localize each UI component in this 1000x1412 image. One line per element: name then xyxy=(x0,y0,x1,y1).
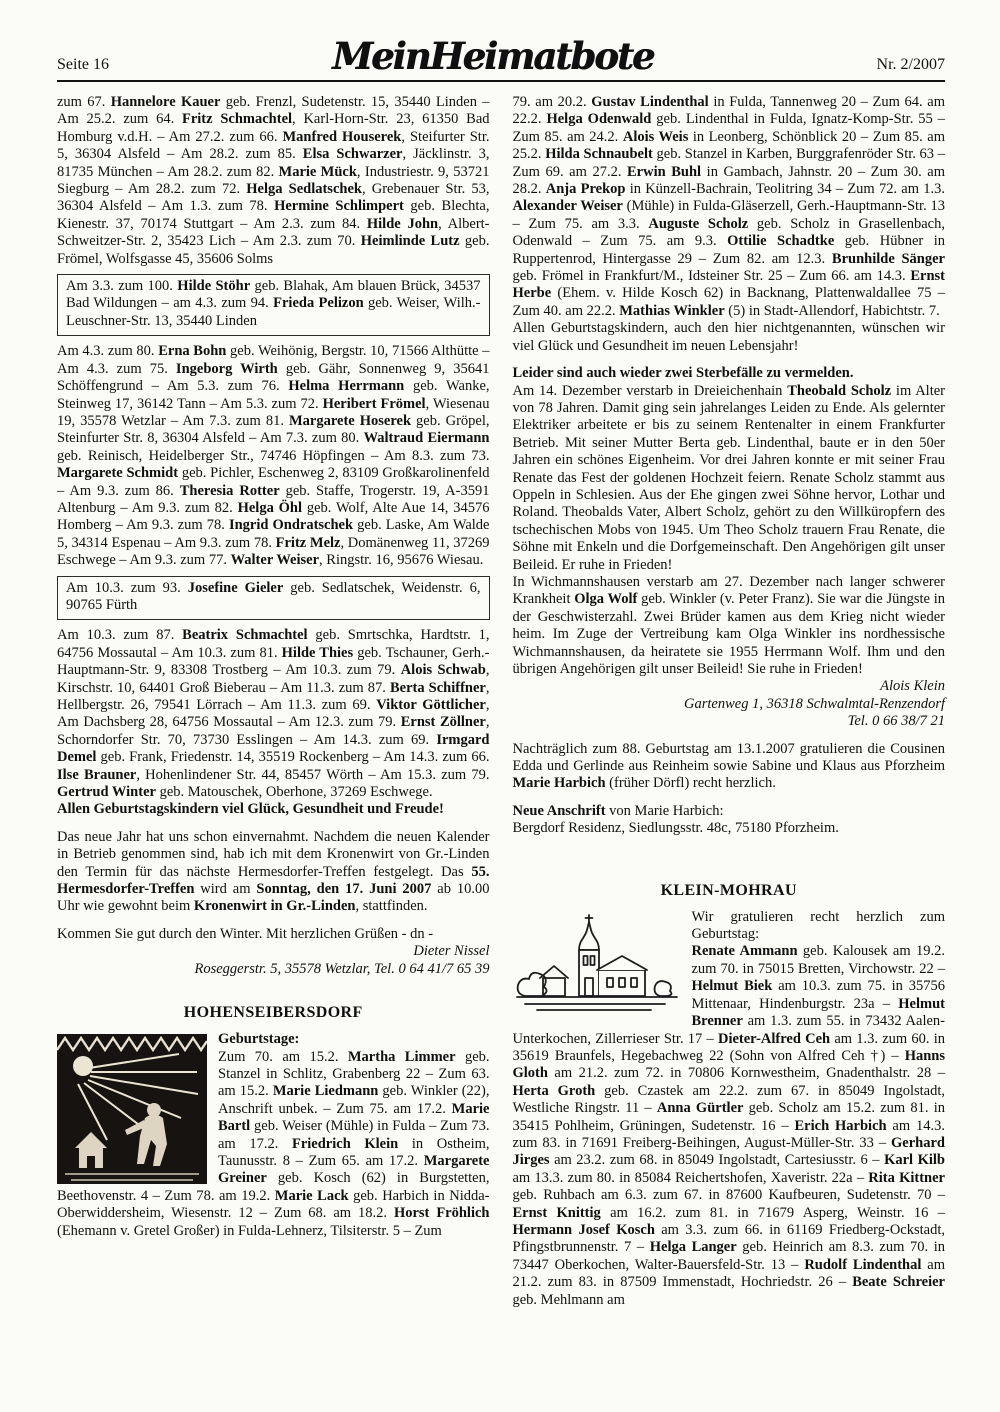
klein-mohrau-birthday-list: Renate Ammann geb. Kalousek am 19.2. zum 70. in 75015 Bretten, Virchowstr. 22 – Helmut Biek am 10.3. zum 75. in 35756 Mittenaar, Hindenburgstr. 23a – Helmut Brenner am 1.3. zum 55. in 73432 Aalen-Unterkochen, Zillerrieser Str. 17 – Dieter-Alfred Ceh am 1.3. zum 60. in 35619 Braunfels, Hegebachweg 22 (Sohn von Alfred Ceh †) – Hanns Gloth am 21.2. zum 72. in 70806 Kornwestheim, Gnadenthalstr. 28 – Herta Groth geb. Czastek am 22.2. zum 67. in 85049 Ingolstadt, Westliche Ringstr. 11 – Anna Gürtler geb. Scholz am 15.2. zum 81. in 35415 Pohlheim, Grüningen, Sudetenstr. 16 – Erich Harbich am 14.3. zum 83. in 71691 Freiberg-Beihingen, August-Müller-Str. 33 – Gerhard Jirges am 23.2. zum 68. in 85049 Ingolstadt, Cartesiusstr. 6 – Karl Kilb am 13.3. zum 80. in 85084 Reichertshofen, Xaveristr. 22a – Rita Kittner geb. Ruhbach am 6.3. zum 67. in 87600 Kaufbeuren, Sudetenstr. 70 – Ernst Knittig am 16.2. zum 81. in 71679 Asperg, Weinstr. 16 – Hermann Josef Kosch am 3.3. zum 66. in 61169 Friedberg-Ockstadt, Pfingstbrunnenstr. 7 – Helga Langer geb. Heinrich am 8.3. zum 70. in 73447 Oberkochen, Walter-Bauersfeld-Str. 13 – Rudolf Lindenthal am 21.2. zum 83. in 87509 Immenstadt, Hochriedstr. 26 – Beate Schreier geb. Mehlmann am xyxy=(512,943,946,1308)
birthday-list-mid-march: Am 10.3. zum 87. Beatrix Schmachtel geb. Smrtschka, Hardtstr. 1, 64756 Mossautal – Am 10.3. zum 81. Hilde Thies geb. Tschauner, Gerh.-Hauptmann-Str. 9, 83308 Trostberg – Am 10.3. zum 79. Alois Schwab, Kirschstr. 10, 64401 Groß Bieberau – Am 11.3. zum 87. Berta Schiffner, Hellbergstr. 26, 79541 Lörrach – Am 11.3. zum 69. Viktor Göttlicher, Am Dachsberg 28, 64756 Mossautal – Am 12.3. zum 79. Ernst Zöllner, Schorndorfer Str. 70, 73730 Esslingen – Am 14.3. zum 69. Irmgard Demel geb. Frank, Friedenstr. 14, 35519 Rockenberg – Am 14.3. zum 66. Ilse Brauner, Hohenlindener Str. 44, 85457 Wörth – Am 15.3. zum 79. Gertrud Winter geb. Matouschek, Oberhone, 37269 Eschwege. xyxy=(57,627,490,801)
belated-congratulation: Nachträglich zum 88. Geburtstag am 13.1.2007 gratulieren die Cousinen Edda und Gerlinde aus Reinheim sowie Sabine und Klaus aus Pforzheim Marie Harbich (früher Dörfl) recht herzlich. xyxy=(512,740,945,792)
jubilee-box-josefine-gieler xyxy=(57,576,490,621)
left-column xyxy=(57,94,490,1309)
masthead-logo: MeinHeimatbote xyxy=(332,34,654,78)
signature-address-nissel: Roseggerstr. 5, 35578 Wetzlar, Tel. 0 64 41/7 65 39 xyxy=(194,960,490,977)
signature-phone-klein: Tel. 0 66 38/7 21 xyxy=(847,713,945,730)
section-heading-klein-mohrau: KLEIN-MOHRAU xyxy=(660,881,797,899)
right-column xyxy=(513,94,946,1309)
page-number: Seite 16 xyxy=(57,56,109,73)
birthday-list-continued-right: 79. am 20.2. Gustav Lindenthal in Fulda, Tannenweg 20 – Zum 64. am 22.2. Helga Odenwald geb. Lindenthal in Fulda, Ignatz-Komp-Str. 55 – Zum 85. am 24.2. Alois Weis in Leonberg, Schönblick 20 – Zum 85. am 25.2. Hilda Schnaubelt geb. Stanzel in Karben, Burggrafenröder Str. 63 – Zum 69. am 27.2. Erwin Buhl in Gambach, Jahnstr. 20 – Zum 30. am 28.2. Anja Prekop in Künzell-Bachrain, Teolitring 34 – Zum 72. am 1.3. Alexander Weiser (Mühle) in Fulda-Gläserzell, Gerh.-Hauptmann-Str. 13 – Zum 75. am 3.3. Auguste Scholz geb. Scholz in Grasellenbach, Odenwald – Zum 75. am 9.3. Ottilie Schadtke geb. Hübner in Ruppertenrod, Hintergasse 29 – Zum 82. am 12.3. Brunhilde Sänger geb. Frömel in Frankfurt/M., Idsteiner Str. 25 – Zum 66. am 14.3. Ernst Herbe (Ehem. v. Hilde Kosch 62) in Backnang, Plattenwaldallee 75 – Zum 40. am 22.2. Mathias Winkler (5) in Stadt-Allendorf, Habichtstr. 7. xyxy=(512,94,946,319)
hohenseibersdorf-woodcut-image xyxy=(57,1034,207,1184)
new-address-label: Neue Anschrift von Marie Harbich: xyxy=(512,802,724,819)
winter-greeting: Kommen Sie gut durch den Winter. Mit herzlichen Grüßen - dn - xyxy=(57,925,434,942)
new-address-value: Bergdorf Residenz, Siedlungsstr. 48c, 75180 Pforzheim. xyxy=(512,820,839,837)
section-heading-hohenseibersdorf: HOHENSEIBERSDORF xyxy=(183,1004,363,1022)
article-columns xyxy=(57,94,945,1309)
birthday-greeting-line: Allen Geburtstagskindern viel Glück, Gesundheit und Freude! xyxy=(57,801,444,818)
klein-mohrau-birthdays xyxy=(513,909,946,1309)
klein-mohrau-church-image xyxy=(513,912,681,1018)
treffen-announcement: Das neue Jahr hat uns schon einvernahmt. Nachdem die neuen Kalender in Betrieb genommen sind, hab ich mit dem Kronenwirt von Gr.-Linden den Termin für das nächste Hermesdorfer-Treffen festgelegt. Das 55. Hermesdorfer-Treffen wird am Sonntag, den 17. Juni 2007 ab 10.00 Uhr wie gewohnt beim Kronenwirt in Gr.-Linden, stattfinden. xyxy=(57,828,490,915)
boxed-paragraph: Am 3.3. zum 100. Hilde Stöhr geb. Blahak, Am blauen Brück, 34537 Bad Wildungen – am 4.3. zum 94. Frieda Pelizon geb. Weiser, Wilh.-Leuschner-Str. 13, 35440 Linden xyxy=(66,278,481,329)
page-header xyxy=(57,0,945,82)
signature-name-nissel: Dieter Nissel xyxy=(413,943,490,960)
hohenseibersdorf-birthday-list: Zum 70. am 15.2. Martha Limmer geb. Stanzel in Schlitz, Grabenberg 22 – Zum 63. am 15.2. Marie Liedmann geb. Winkler (22), Anschrift unbek. – Zum 75. am 17.2. Marie Bartl geb. Weiser (Mühle) in Fulda – Zum 73. am 17.2. Friedrich Klein in Ostheim, Taunusstr. 8 – Zum 65. am 17.2. Margarete Greiner geb. Kosch (62) in Burgstetten, Beethovenstr. 4 – Zum 78. am 19.2. Marie Lack geb. Harbich in Nidda-Oberwiddersheim, Wiesenstr. 12 – Zum 68. am 18.2. Horst Fröhlich (Ehemann v. Gretel Großer) in Fulda-Lehnerz, Tilsiterstr. 5 – Zum xyxy=(57,1048,490,1239)
geburtstage-label: Geburtstage: xyxy=(218,1031,300,1048)
boxed-paragraph: Am 10.3. zum 93. Josefine Gieler geb. Sedlatschek, Weidenstr. 6, 90765 Fürth xyxy=(66,579,481,613)
klein-mohrau-intro: Wir gratulieren recht herzlich zum Geburtstag: xyxy=(691,908,945,943)
obituary-theobald-scholz: Am 14. Dezember verstarb in Dreieichenhain Theobald Scholz im Alter von 78 Jahren. Damit ging sein jahrelanges Leiden zu Ende. Als gelernter Elektriker arbeitete er bis zu seinem Rentenalter in einem Frankfurter Betrieb. Mit seiner Mutter Berta geb. Lindenthal, baute er in den 50er Jahren ein schönes Eigenheim. Vor drei Jahren konnte er mit seiner Frau Renate das Fest der goldenen Hochzeit feiern. Renate Scholz stammt aus Oppeln in Schlesien. Aus der Ehe gingen zwei Söhne hervor, Lothar und Roland. Theobalds Vater, Albert Scholz, gehört zu den Willküropfern des tschechischen Mobs von 1945. Um Theo Scholz trauern Frau Renate, die Söhne mit Enkeln und die Dorfgemeinschaft. Den Angehörigen gilt unser Beileid. Er ruhe in Frieden! xyxy=(512,382,945,573)
hohenseibersdorf-birthdays xyxy=(57,1031,490,1240)
birthday-list-continued: zum 67. Hannelore Kauer geb. Frenzl, Sudetenstr. 15, 35440 Linden – Am 25.2. zum 64. Fritz Schmachtel, Karl-Horn-Str. 23, 61350 Bad Homburg v.d.H. – Am 27.2. zum 66. Manfred Houserek, Steifurter Str. 5, 36304 Alsfeld – Am 28.2. zum 85. Elsa Schwarzer, Jäcklinstr. 3, 81735 München – Am 28.2. zum 82. Marie Mück, Industriestr. 9, 53721 Siegburg – Am 28.2. zum 72. Helga Sedlatschek, Grebenauer Str. 53, 36304 Alsfeld – Am 1.3. zum 78. Hermine Schlimpert geb. Blechta, Kienestr. 37, 70174 Stuttgart – Am 2.3. zum 84. Hilde John, Albert-Schweitzer-Str. 2, 35423 Lich – Am 2.3. zum 70. Heimlinde Lutz geb. Frömel, Wolfsgasse 45, 35606 Solms xyxy=(57,94,490,267)
signature-name-klein: Alois Klein xyxy=(880,678,945,695)
obituary-olga-wolf: In Wichmannshausen verstarb am 27. Dezember nach langer schwerer Krankheit Olga Wolf geb. Winkler (v. Peter Franz). Sie war die Jüngste in der Geschwisterzahl. Zwei Brüder kamen aus dem Krieg nicht wieder heim. Im Zuge der Vertreibung kam Olga Winkler ins nordhessische Wichmannshausen, da heiratete sie 1955 Herrmann Wolf. Ihm und den übrigen Angehörigen gilt unser Beileid! Sie ruhe in Frieden! xyxy=(512,573,945,677)
issue-number: Nr. 2/2007 xyxy=(876,56,945,73)
birthday-list-march: Am 4.3. zum 80. Erna Bohn geb. Weihönig, Bergstr. 10, 71566 Althütte – Am 4.3. zum 75. Ingeborg Wirth geb. Gähr, Sonnenweg 9, 35641 Schöffengrund – Am 5.3. zum 76. Helma Herrmann geb. Wanke, Steinweg 17, 36142 Tann – Am 5.3. zum 72. Heribert Frömel, Wiesenau 19, 35578 Wetzlar – Am 7.3. zum 81. Margarete Hoserek geb. Gröpel, Steinfurter Str. 8, 36304 Alsfeld – Am 7.3. zum 80. Waltraud Eiermann geb. Reinisch, Heidelberger Str., 74746 Höpfingen – Am 8.3. zum 73. Margarete Schmidt geb. Pichler, Eschenweg 2, 83109 Großkarolinenfeld – Am 9.3. zum 86. Theresia Rotter geb. Staffe, Trogerstr. 19, A-3591 Altenburg – Am 9.3. zum 82. Helga Öhl geb. Wolf, Alte Aue 14, 34576 Homberg – Am 9.3. zum 78. Ingrid Ondratschek geb. Laske, Am Walde 5, 34314 Espenau – Am 9.3. zum 78. Fritz Melz, Domänenweg 11, 37269 Eschwege – Am 9.3. zum 77. Walter Weiser, Ringstr. 16, 95676 Wiesau. xyxy=(57,343,490,569)
jubilee-box-hilde-stoehr xyxy=(57,274,490,336)
signature-address-klein: Gartenweg 1, 36318 Schwalmtal-Renzendorf xyxy=(684,695,945,712)
obituary-intro: Leider sind auch wieder zwei Sterbefälle zu vermelden. xyxy=(512,365,854,382)
birthday-wishes: Allen Geburtstagskindern, auch den hier nichtgenannten, wünschen wir viel Glück und Gesundheit im neuen Lebensjahr! xyxy=(512,320,945,354)
